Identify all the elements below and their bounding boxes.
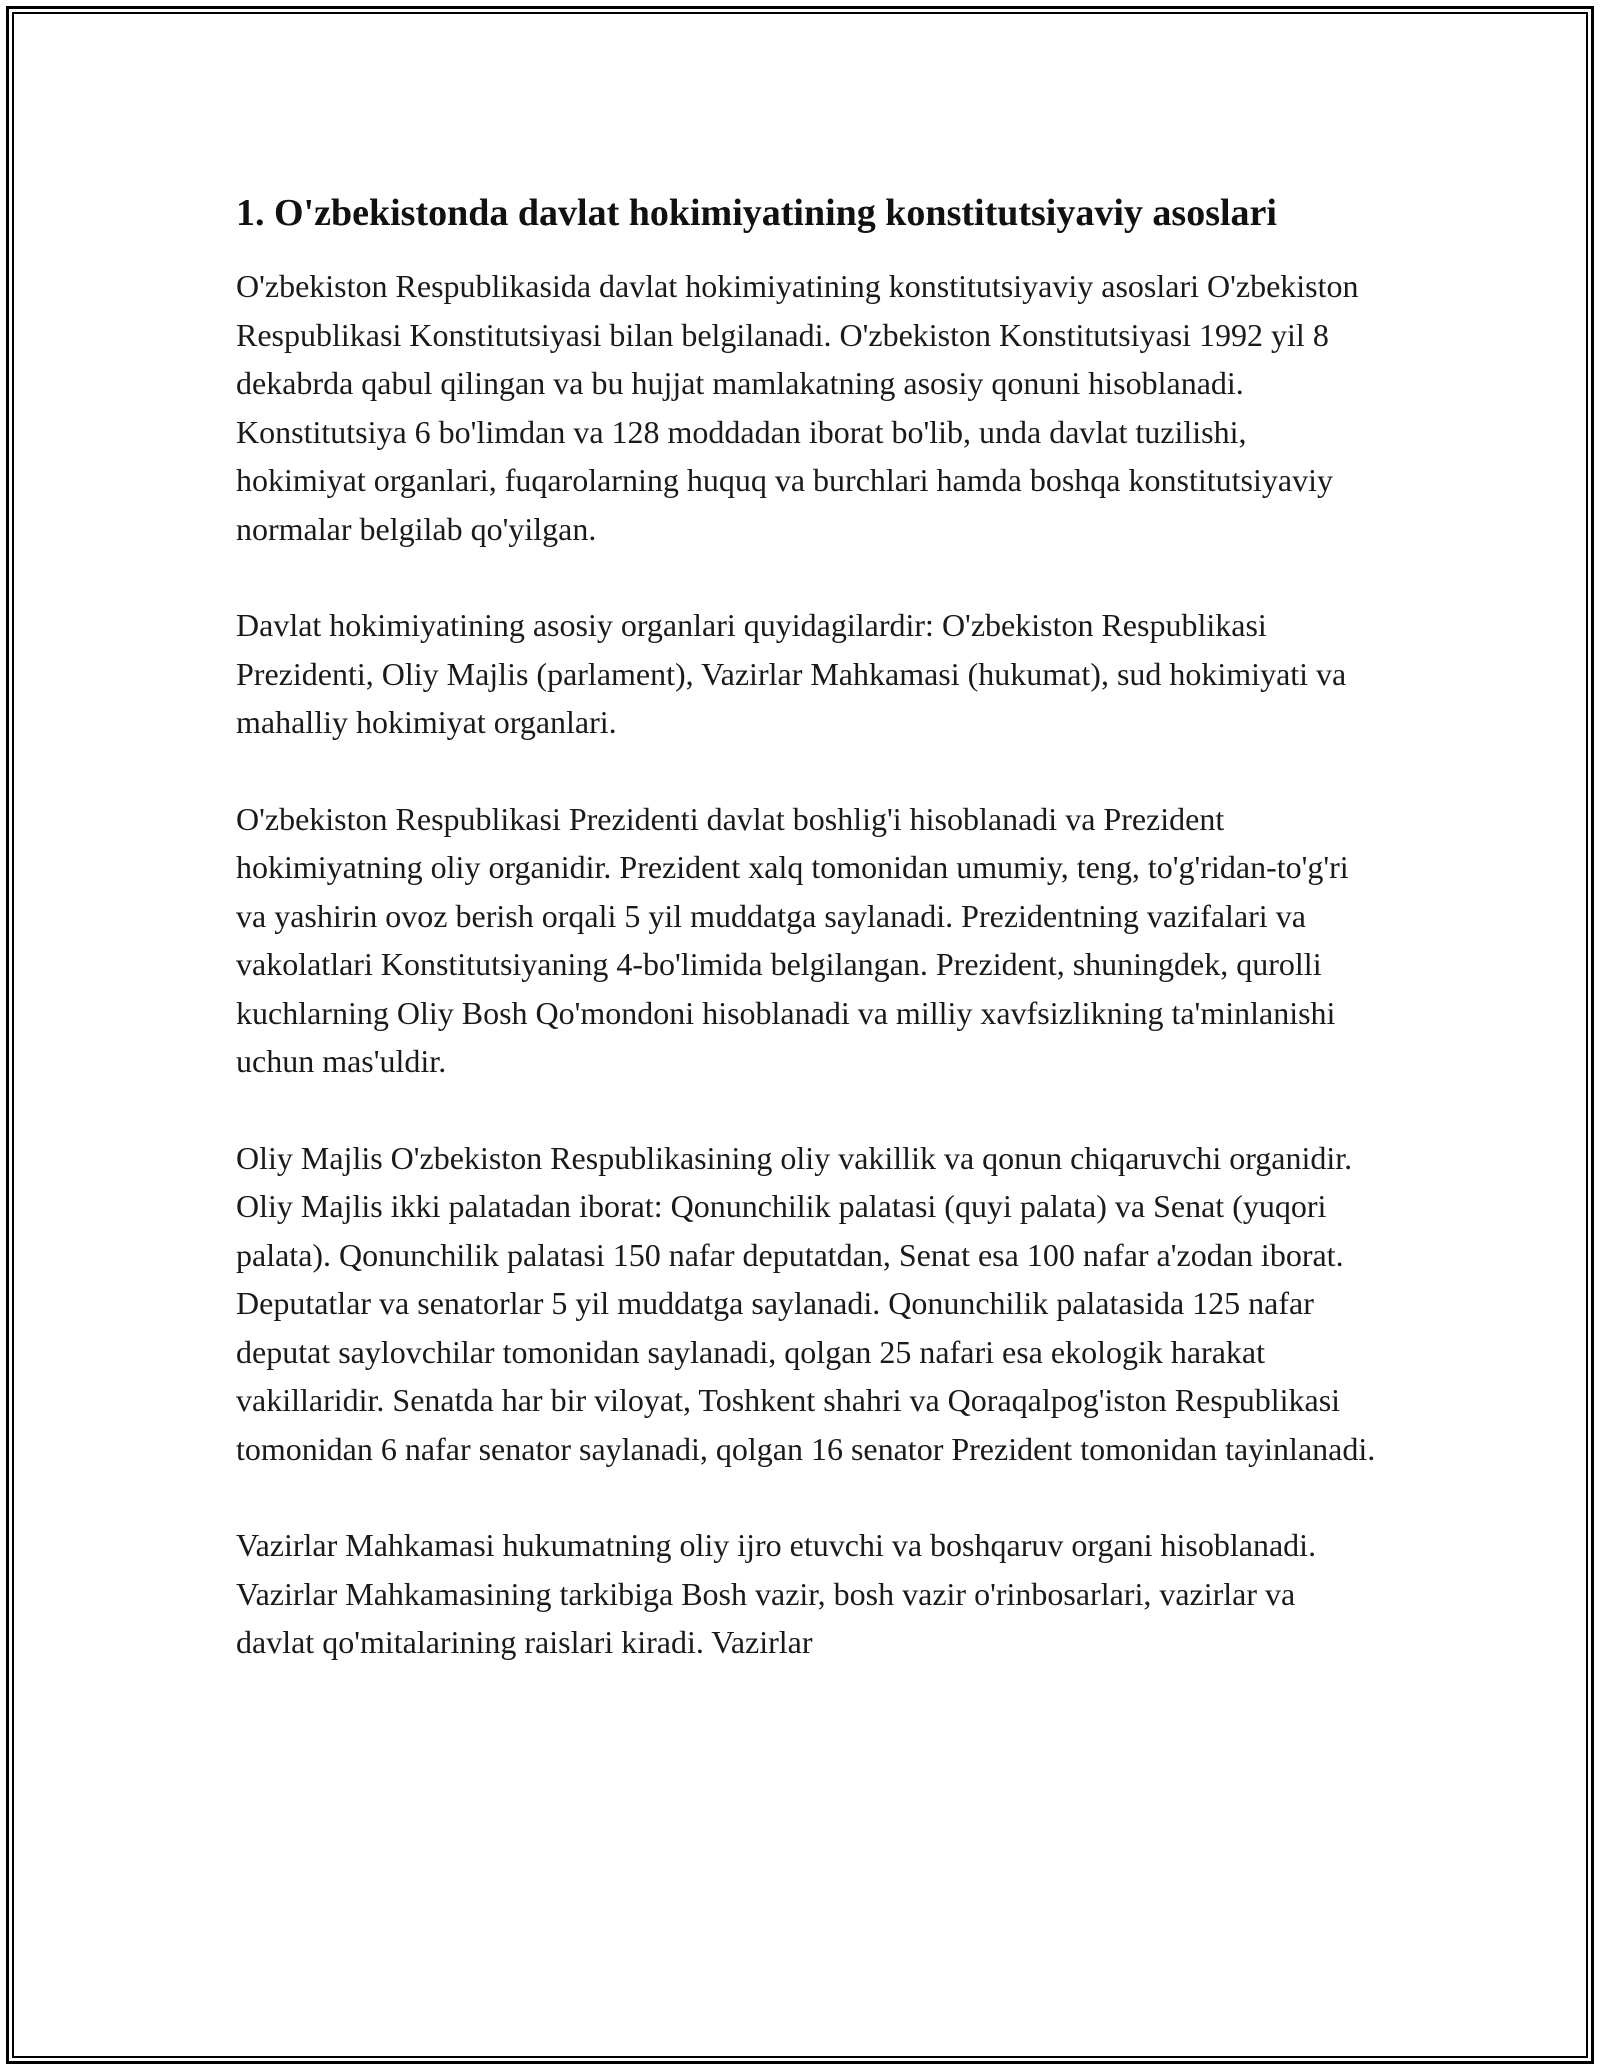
document-body xyxy=(236,186,1376,1715)
document-title: 1. O'zbekistonda davlat hokimiyatining konstitutsiyaviy asoslari xyxy=(236,192,1277,234)
paragraph-constitution: O'zbekiston Respublikasida davlat hokimiyatining konstitutsiyaviy asoslari O'zbekiston Respublikasi Konstitutsiyasi bilan belgilanadi. O'zbekiston Konstitutsiyasi 1992 yil 8 dekabrda qabul qilingan va bu hujjat mamlakatning asosiy qonuni hisoblanadi. Konstitutsiya 6 bo'limdan va 128 moddadan iborat bo'lib, unda davlat tuzilishi, hokimiyat organlari, fuqarolarning huquq va burchlari hamda boshqa konstitutsiyaviy normalar belgilab qo'yilgan. xyxy=(236,268,1359,547)
paragraph-oliy-majlis: Oliy Majlis O'zbekiston Respublikasining oliy vakillik va qonun chiqaruvchi organidir. Oliy Majlis ikki palatadan iborat: Qonunchilik palatasi (quyi palata) va Senat (yuqori palata). Qonunchilik palatasi 150 nafar deputatdan, Senat esa 100 nafar a'zodan iborat. Deputatlar va senatorlar 5 yil muddatga saylanadi. Qonunchilik palatasida 125 nafar deputat saylovchilar tomonidan saylanadi, qolgan 25 nafari esa ekologik harakat vakillaridir. Senatda har bir viloyat, Toshkent shahri va Qoraqalpog'iston Respublikasi tomonidan 6 nafar senator saylanadi, qolgan 16 senator Prezident tomonidan tayinlanadi. xyxy=(236,1139,1376,1467)
paragraph-cabinet: Vazirlar Mahkamasi hukumatning oliy ijro etuvchi va boshqaruv organi hisoblanadi. Vazirlar Mahkamasining tarkibiga Bosh vazir, bosh vazir o'rinbosarlari, vazirlar va davlat qo'mitalarining raislari kiradi. Vazirlar xyxy=(236,1527,1317,1660)
paragraph-state-organs: Davlat hokimiyatining asosiy organlari quyidagilardir: O'zbekiston Respublikasi Prezidenti, Oliy Majlis (parlament), Vazirlar Mahkamasi (hukumat), sud hokimiyati va mahalliy hokimiyat organlari. xyxy=(236,607,1347,740)
paragraph-president: O'zbekiston Respublikasi Prezidenti davlat boshlig'i hisoblanadi va Prezident hokimiyatning oliy organidir. Prezident xalq tomonidan umumiy, teng, to'g'ridan-to'g'ri va yashirin ovoz berish orqali 5 yil muddatga saylanadi. Prezidentning vazifalari va vakolatlari Konstitutsiyaning 4-bo'limida belgilangan. Prezident, shuningdek, qurolli kuchlarning Oliy Bosh Qo'mondoni hisoblanadi va milliy xavfsizlikning ta'minlanishi uchun mas'uldir. xyxy=(236,800,1349,1079)
